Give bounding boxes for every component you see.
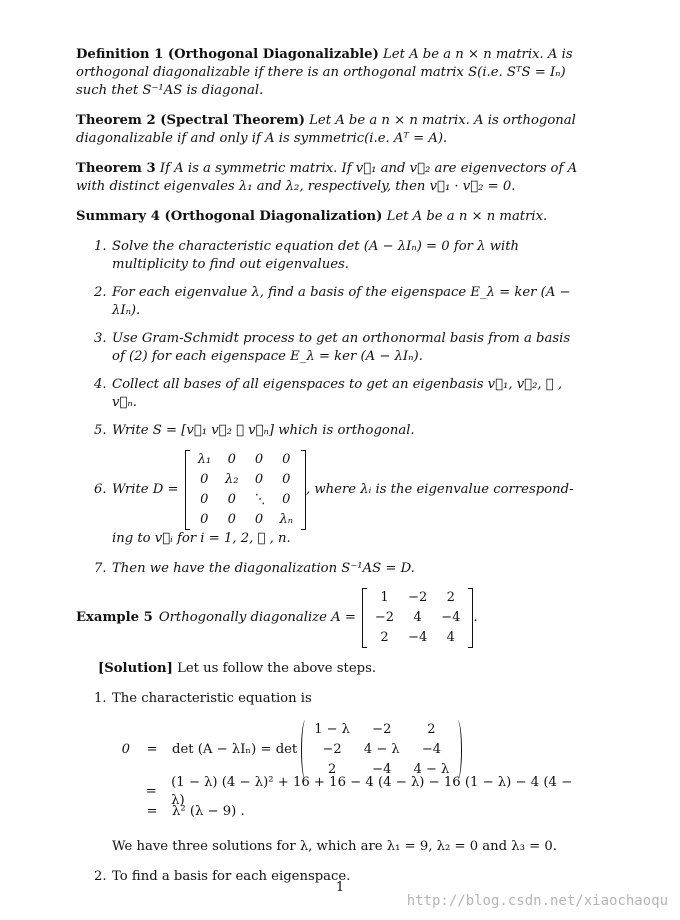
a-matrix-row	[368, 588, 468, 608]
a-matrix-cell: −2	[408, 590, 428, 605]
char-matrix-cell: −2	[322, 742, 342, 757]
d-matrix-cell: λ₁	[197, 452, 212, 467]
char-matrix	[301, 720, 462, 780]
d-matrix-cell: λₙ	[279, 512, 294, 527]
a-matrix-cell: −4	[408, 630, 428, 645]
list-item: 3. Use Gram-Schmidt process to get an orthonormal basis from a basis of (2) for each eigenspace E_λ = ker (A − λIₙ).	[94, 331, 571, 364]
list-item: 4. Collect all bases of all eigenspaces to get an eigenbasis v⃗₁, v⃗₂, ⋯ , v⃗ₙ.	[94, 377, 563, 410]
summary-4-text: Let A be a n × n matrix.	[386, 209, 548, 224]
d-matrix-row	[191, 490, 300, 510]
document-page	[76, 46, 584, 896]
d-matrix-cell: λ₂	[225, 472, 239, 487]
solution	[76, 660, 584, 886]
solution-step-1: The characteristic equation is	[112, 691, 312, 706]
d-matrix-cell: 0	[227, 492, 236, 507]
char-matrix-cell: −4	[421, 742, 442, 757]
list-item: 5. Write S = [v⃗₁ v⃗₂ ⋯ v⃗ₙ] which is orthogonal.	[94, 423, 415, 438]
d-matrix-row	[191, 510, 300, 530]
summary-item-2: For each eigenvalue λ, find a basis of the eigenspace E_λ = ker (A − λIₙ).	[112, 285, 571, 318]
calc-line-2: (1 − λ) (4 − λ)² + 16 + 16 − 4 (4 − λ) − 16 (1 − λ) − 4 (4 − λ)	[171, 775, 573, 808]
page-number: 1	[335, 880, 345, 895]
a-matrix-cell: 1	[380, 590, 389, 605]
char-matrix-cell: −4	[372, 762, 392, 777]
summary-list	[76, 238, 584, 578]
theorem-2	[76, 112, 584, 148]
summary-item-1: Solve the characteristic equation det (A − λIₙ) = 0 for λ with multiplicity to find out eigenvalues.	[112, 239, 520, 272]
summary-4-label: Summary 4 (Orthogonal Diagonalization)	[76, 209, 383, 224]
char-matrix-row	[307, 740, 456, 760]
solution-solutions: We have three solutions for λ, which are λ₁ = 9, λ₂ = 0 and λ₃ = 0.	[112, 839, 557, 854]
a-matrix-row	[368, 628, 468, 648]
example-5-label: Example 5	[76, 610, 153, 625]
d-matrix-cell: 0	[282, 492, 291, 507]
list-item: 7. Then we have the diagonalization S⁻¹AS = D.	[94, 561, 415, 576]
a-matrix-cell: 2	[380, 630, 389, 645]
det-text: det (A − λIₙ) = det	[172, 742, 298, 757]
list-item: 1. The characteristic equation is	[94, 691, 312, 706]
d-matrix-cell: 0	[254, 452, 264, 467]
summary-item-6-suffix: , where λᵢ is the eigenvalue correspond-	[306, 482, 574, 497]
theorem-2-label: Theorem 2 (Spectral Theorem)	[76, 113, 305, 128]
calc-eq-1: =	[146, 742, 158, 757]
theorem-3	[76, 160, 584, 196]
summary-item-3: Use Gram-Schmidt process to get an orthonormal basis from a basis of (2) for each eigenspace E_λ = ker (A − λIₙ).	[112, 331, 571, 364]
char-matrix-cell: 2	[427, 722, 436, 737]
definition-1-text: Let A be a n × n matrix. A is orthogonal diagonalizable if there is an orthogonal matrix S(i.e. SᵀS = Iₙ) such thet S⁻¹AS is diagonal.	[76, 47, 573, 98]
summary-item-6-tail: ing to v⃗ᵢ for i = 1, 2, ⋯ , n.	[112, 531, 291, 546]
d-matrix-cell: 0	[227, 452, 236, 467]
list-item: 2. For each eigenvalue λ, find a basis of the eigenspace E_λ = ker (A − λIₙ).	[94, 285, 571, 318]
example-5: Example 5 Orthogonally diagonalize A = 1 −2 2 −2 4 −4 2 −4 4 .	[76, 588, 584, 648]
d-matrix-cell: ⋱	[252, 492, 266, 507]
char-matrix-row	[307, 720, 456, 740]
a-matrix-cell: −2	[374, 610, 395, 625]
a-matrix-cell: 4	[446, 630, 455, 645]
char-matrix-cell: −2	[372, 722, 392, 737]
calc-lhs: 0	[121, 742, 130, 757]
theorem-3-label: Theorem 3	[76, 161, 156, 176]
char-matrix-cell: 1 − λ	[314, 722, 350, 737]
d-matrix-cell: 0	[200, 472, 209, 487]
d-matrix-cell: 0	[254, 472, 264, 487]
list-item: 6. Write D = λ₁ 0 0 0 0 λ₂ 0 0 0 0 ⋱ 0 0 0 0 λₙ , where λᵢ is the eigenvalue correspond- ing to v⃗ᵢ for i = 1, 2, ⋯ , n.	[76, 450, 584, 548]
d-matrix-cell: 0	[227, 512, 236, 527]
definition-1	[76, 46, 584, 100]
summary-item-7: Then we have the diagonalization S⁻¹AS = D.	[112, 561, 415, 576]
a-matrix-cell: 4	[413, 610, 422, 625]
d-matrix-row	[191, 470, 300, 490]
d-matrix	[185, 450, 306, 530]
d-matrix-cell: 0	[254, 512, 264, 527]
d-matrix-cell: 0	[200, 492, 209, 507]
d-matrix-row	[191, 450, 300, 470]
summary-4	[76, 208, 584, 226]
char-matrix-cell: 4 − λ	[363, 742, 400, 757]
a-matrix-cell: 2	[446, 590, 455, 605]
summary-item-5: Write S = [v⃗₁ v⃗₂ ⋯ v⃗ₙ] which is orthogonal.	[112, 423, 415, 438]
a-matrix-row	[368, 608, 468, 628]
example-5-text: Orthogonally diagonalize A =	[158, 610, 356, 625]
d-matrix-cell: 0	[200, 512, 209, 527]
calc-eq-3: =	[146, 804, 158, 819]
char-matrix-row	[307, 760, 456, 780]
calc-eq-2: =	[145, 784, 157, 799]
summary-item-4: Collect all bases of all eigenspaces to get an eigenbasis v⃗₁, v⃗₂, ⋯ , v⃗ₙ.	[112, 377, 563, 410]
d-matrix-cell: 0	[282, 472, 291, 487]
char-matrix-cell: 4 − λ	[413, 762, 450, 777]
calc-line-3: λ² (λ − 9) .	[172, 804, 245, 819]
watermark: http://blog.csdn.net/xiaochaoqu	[406, 893, 668, 909]
a-matrix-cell: −4	[441, 610, 461, 625]
list-item: 1. Solve the characteristic equation det (A − λIₙ) = 0 for λ with multiplicity to find out eigenvalues.	[94, 239, 520, 272]
d-matrix-cell: 0	[282, 452, 291, 467]
theorem-3-text: If A is a symmetric matrix. If v⃗₁ and v⃗₂ are eigenvectors of A with distinct eigenvales λ₁ and λ₂, respectively, then v⃗₁ · v⃗₂ = 0.	[76, 161, 578, 194]
solution-label: [Solution]	[98, 661, 173, 676]
summary-item-6-prefix: Write D =	[112, 482, 179, 497]
solution-step-2: To find a basis for each eigenspace.	[112, 869, 351, 884]
char-matrix-cell: 2	[327, 762, 337, 777]
list-item: 2. To find a basis for each eigenspace.	[94, 869, 351, 884]
theorem-2-text: Let A be a n × n matrix. A is orthogonal diagonalizable if and only if A is symmetric(i.e. Aᵀ = A).	[76, 113, 576, 146]
calculation	[90, 718, 584, 822]
a-matrix	[362, 588, 474, 648]
solution-intro: Let us follow the above steps.	[177, 661, 377, 676]
definition-1-label: Definition 1 (Orthogonal Diagonalizable)	[76, 47, 379, 62]
